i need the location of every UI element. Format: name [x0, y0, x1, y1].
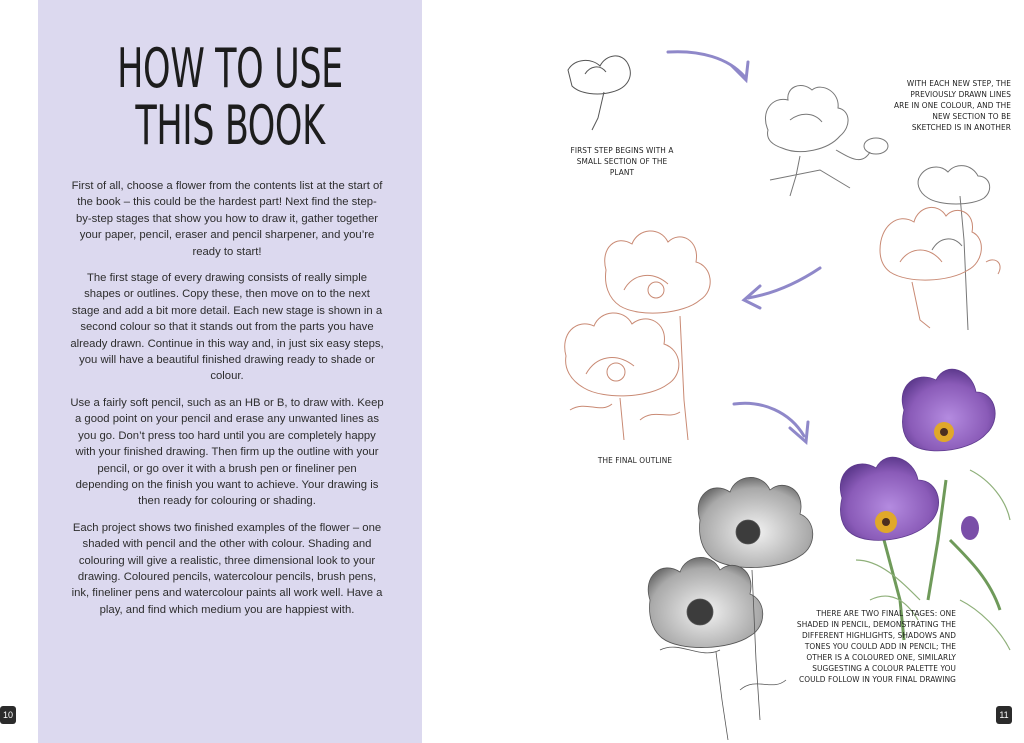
- paragraph-choose-flower: First of all, choose a flower from the contents list at the start of the book – this could be the hardest part! Next find the step-by-step stages that show you how to draw it, gather together your paper, pencil, eraser and pencil sharpener, and you’re ready to start!: [71, 180, 383, 258]
- paragraph-finished-examples: Each project shows two finished examples of the flower – one shaded with pencil and the other with colour. Shading and colouring will give a realistic, three dimensional look to your drawing. Coloured pencils, watercolour pencils, brush pens, ink, fineliner pens and watercolour paints all work well. Have a play, and find which medium you are happiest with.: [71, 521, 383, 616]
- step3-sketch: [880, 166, 1000, 330]
- page-title-line1: HOW TO USE: [117, 37, 343, 100]
- step1-sketch: [568, 56, 630, 130]
- caption-first-step: FIRST STEP BEGINS WITH A SMALL SECTION OF THE PLANT: [570, 145, 674, 177]
- step2-sketch: [765, 85, 888, 196]
- page-number-left: 10: [0, 706, 16, 724]
- arrow-step3-to-outline: [744, 268, 820, 308]
- caption-each-new-step: WITH EACH NEW STEP, THE PREVIOUSLY DRAWN LINES ARE IN ONE COLOUR, AND THE NEW SECTION TO BE SKETCHED IS IN ANOTHER: [893, 78, 1011, 132]
- page-title-line2: THIS BOOK: [135, 94, 325, 157]
- arrow-outline-to-final: [734, 403, 808, 442]
- pencil-shaded-drawing: [648, 477, 813, 740]
- arrow-step1-to-step2: [668, 52, 748, 80]
- caption-final-stages: THERE ARE TWO FINAL STAGES: ONE SHADED IN PENCIL, DEMONSTRATING THE DIFFERENT HIGHLIGHTS, SHADOWS AND TONES YOU COULD ADD IN PENCIL; THE OTHER IS A COLOURED ONE, SIMILARLY SUGGESTING A COLOUR PALETTE YOU COULD FOLLOW IN YOUR FINAL DRAWING: [796, 608, 956, 684]
- final-outline-drawing: [565, 231, 710, 440]
- caption-final-outline: THE FINAL OUTLINE: [597, 455, 673, 465]
- paragraph-first-stage: The first stage of every drawing consists of really simple shapes or outlines. Copy these, then move on to the next stage and add a bit more detail. Each new stage is shown in a second colour so that it stands out from the parts you have already drawn. Continue in this way and, in just six easy steps, you will have a beautiful finished drawing ready to shade or colour.: [70, 272, 384, 383]
- paragraph-soft-pencil: Use a fairly soft pencil, such as an HB or B, to draw with. Keep a good point on your pencil and erase any unwanted lines as you go. Don’t press too hard until you are completely happy with your finished drawing. Then firm up the outline with your pencil, or go over it with a brush pen or fineliner pen depending on the finish you want to achieve. Your drawing is then ready for colouring or shading.: [70, 396, 384, 508]
- page-number-right: 11: [996, 706, 1012, 724]
